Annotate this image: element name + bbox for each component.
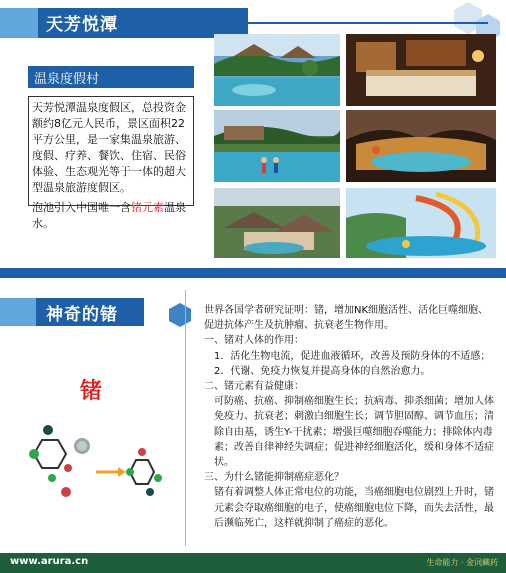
- effect-item-2: 2．代谢、免疫力恢复并提高身体的自然治愈力。: [214, 365, 431, 377]
- heading-benefits: 二、锗元素有益健康：: [204, 381, 304, 393]
- photo-hotel-room: [346, 34, 496, 106]
- heading-effects: 一、锗对人体的作用：: [204, 335, 304, 347]
- heading-cancer: 三、为什么锗能抑制癌症恶化？: [204, 472, 344, 484]
- germanium-description: [204, 303, 496, 531]
- title-rule: [248, 22, 488, 24]
- footer-slogan: 生命能力 · 金词藏药: [426, 558, 498, 567]
- vertical-divider: [185, 290, 186, 546]
- effect-item-1: 1．活化生物电流，促进血液循环，改善及预防身体的不适感；: [214, 350, 491, 362]
- title-accent-bar: [0, 8, 38, 38]
- paragraph-intro: 世界各国学者研究证明：锗，增加NK细胞活性、活化巨噬细胞、促进抗体产生及抗肿瘤、抗衰老生物作用。: [204, 305, 489, 332]
- section-divider-bar: [0, 268, 506, 278]
- intro-text: 天芳悦潭温泉度假区，总投资金额约8亿元人民币，景区面积22平方公里，是一家集温泉旅游、度假、疗养、餐饮、住宿、民俗体验、生态观光等于一体的超大型温泉旅游度假区。: [32, 101, 186, 194]
- germanium-highlight: 锗元素: [131, 201, 164, 214]
- germanium-section-title: 神奇的锗: [46, 305, 118, 325]
- subtitle: 温泉度假村: [34, 72, 100, 87]
- photo-resort-aerial: [214, 188, 340, 258]
- germanium-title-accent-bar: [0, 298, 36, 326]
- photo-cave-pool: [346, 110, 496, 182]
- hexagon-marker-icon: [168, 302, 192, 328]
- photo-hot-spring-people: [214, 110, 340, 182]
- photo-water-slides: [346, 188, 496, 258]
- molecule-reaction-icon: [12, 412, 172, 502]
- footer-url[interactable]: www.arura.cn: [10, 556, 89, 567]
- cancer-paragraph: 锗有着调整人体正常电位的功能，当癌细胞电位剧烈上升时，锗元素会夺取癌细胞的电子，使癌细胞电位下降，而失去活性，最后濒临死亡，这样就抑制了癌症的恶化。: [214, 487, 494, 529]
- germanium-element-label: 锗: [80, 379, 103, 404]
- intro-text-germanium: 泡池引入中国唯一含锗元素温泉水。: [32, 201, 186, 230]
- photo-resort-pool: [214, 34, 340, 106]
- section-title: 天芳悦潭: [46, 15, 118, 35]
- benefits-paragraph: 可防癌、抗癌、抑制癌细胞生长；抗病毒、抑杀细菌；增加人体免疫力、抗衰老；刺激白细胞生长；调节胆固醇、调节血压；清除自由基，诱生Y-干扰素；增强巨噬细胞吞噬能力；排除体内毒素；改善自律神经失调症；促进神经细胞活化，缓和身体不适症状。: [214, 396, 494, 469]
